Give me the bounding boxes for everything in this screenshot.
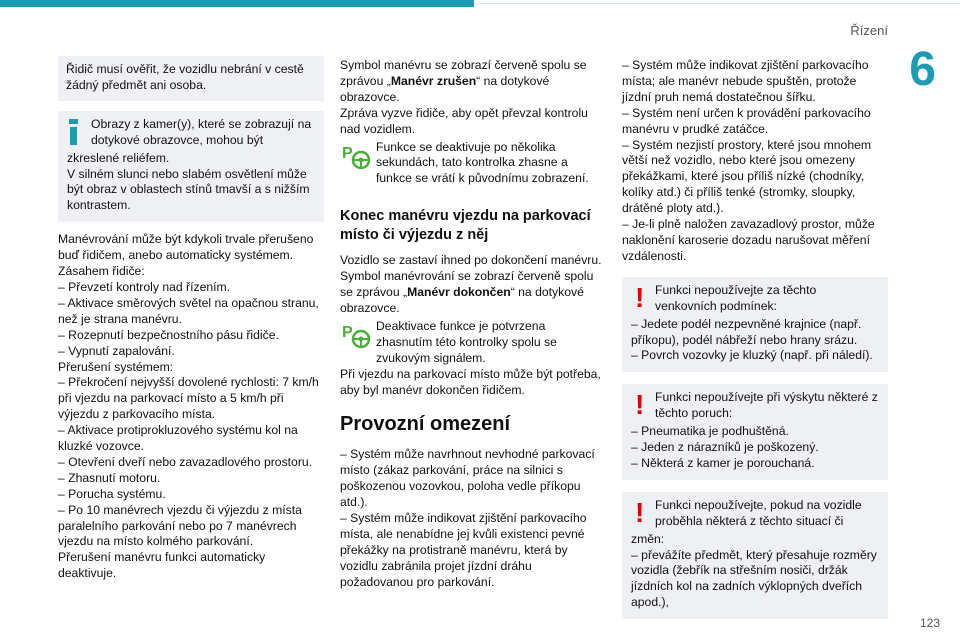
warning-box [622,492,888,619]
list-item: – Překročení nejvyšší dovolené rychlosti: 7 km/h při vjezdu na parkovací místo a 5 km/h při výjezdu z parkovacího místa. [58,375,319,422]
list-item: – Rozepnutí bezpečnostního pásu řidiče. [58,327,279,342]
body-text [58,232,324,582]
info-box-head: Obrazy z kamer(y), které se zobrazují na dotykové obrazovce, mohou být [91,116,312,147]
list-item: – Systém nezjistí prostory, které jsou mnohem větší než vozidlo, nebo které jsou omezeny překážkami, které jsou příliš nízké (chodníky, kolíky atd.) či příliš tenké (stromky, sloupky, drátěné ploty atd.). [622,137,872,216]
list-item: – Systém není určen k provádění parkovacího manévru v prudké zatáčce. [622,105,871,136]
warning-icon: ! [635,389,645,421]
warning-line: – Jeden z nárazníků je poškozený. [631,440,819,455]
paragraph: Při vjezdu na parkovací místo může být potřeba, aby byl manévr dokončen řidičem. [340,366,601,397]
top-rule [474,3,960,4]
paragraph: Symbol manévru se zobrazí červeně spolu se zprávou „Manévr zrušen“ na dotykové obrazovce. [340,58,587,104]
svg-text:P: P [342,144,353,162]
list-item: – Otevření dveří nebo zavazadlového prostoru. [58,454,313,469]
warning-icon: ! [635,281,645,313]
list-item: – Po 10 manévrech vjezdu či výjezdu z místa paralelního parkování nebo po 7 manévrech vjezdu na místo kolmého parkování. [58,502,302,549]
list-item: – Zhasnutí motoru. [58,470,161,485]
warning-line: – Některá z kamer je porouchaná. [631,455,815,470]
warning-line: – Jedete podél nezpevněné krajnice (např. příkopu), podél nábřeží nebo hrany srázu. [631,316,862,347]
list-item: – Systém může navrhnout nevhodné parkovací místo (zákaz parkování, práce na silnici s poškozenou vozovkou, poloha vedle příkopu atd.). [340,447,595,510]
indicator-text: Funkce se deaktivuje po několika sekundách, tato kontrolka zhasne a funkce se vrátí k původnímu zobrazení. [376,139,589,186]
section-heading: Provozní omezení [340,413,511,436]
warning-head: Funkci nepoužívejte při výskytu některé z těchto poruch: [655,390,878,421]
list-item: – Vypnutí zapalování. [58,343,175,358]
info-line: zkreslené reliéfem. [67,150,170,165]
warning-head: Funkci nepoužívejte, pokud na vozidle proběhla některá z těchto situací či [655,497,862,528]
list-item: – Aktivace protiprokluzového systému kol na kluzké vozovce. [58,423,298,454]
list-item: – Převzetí kontroly nad řízením. [58,279,231,294]
page-number: 123 [919,616,940,630]
section-title: Řízení [850,23,888,38]
list-item: – Aktivace směrových světel na opačnou stranu, než je strana manévru. [58,295,319,326]
warning-icon: ! [635,496,645,528]
warning-box [622,277,888,373]
list-item: – Systém může indikovat zjištění parkovacího místa, ale nenabídne jej kvůli existenci pevné překážky na protistraně manévru, která by vozidlu zabránila projet jízdní dráhu požadovanou pro parkování. [340,511,587,589]
park-assist-indicator-icon [340,319,372,351]
svg-text:P: P [342,323,353,341]
info-icon [68,119,78,147]
top-accent-bar [0,0,474,7]
paragraph: Symbol manévrování se zobrazí červeně spolu se zprávou „Manévr dokončen“ na dotykové obrazovce. [340,269,594,315]
note-text: Řidič musí ověřit, že vozidlu nebrání v cestě žádný předmět ani osoba. [66,62,304,92]
indicator-text: Deaktivace funkce je potvrzena zhasnutím této kontrolky spolu se zvukovým signálem. [376,318,557,365]
subheading: Konec manévru vjezdu na parkovací místo či výjezdu z něj [340,208,591,244]
info-line: V silném slunci nebo slabém osvětlení může být obraz v oblastech stínů tmavší a s nižším kontrastem. [67,166,310,213]
column-1 [58,56,324,582]
column-2 [340,58,602,591]
paragraph: Manévrování může být kdykoli trvale přerušeno buď řidičem, anebo automaticky systémem. [58,232,314,263]
paragraph: Zpráva vyzve řidiče, aby opět převzal kontrolu nad vozidlem. [340,105,588,136]
chapter-number: 6 [909,43,936,96]
note-box [58,56,324,101]
park-assist-indicator-icon [340,140,372,172]
warning-line: – Pneumatika je podhuštěná. [631,424,789,439]
paragraph: Vozidlo se zastaví ihned po dokončení manévru. [340,253,602,268]
indicator-note [340,140,602,188]
info-box [58,111,324,222]
list-item: – Porucha systému. [58,486,166,501]
paragraph: Přerušení manévru funkci automaticky deaktivuje. [58,550,266,581]
list-item: – Systém může indikovat zjištění parkovacího místa; ale manévr nebude spuštěn, protože jízdní pruh nemá dostatečnou šířku. [622,58,869,104]
list-item: – Je-li plně naložen zavazadlový prostor, může naklonění karoserie dozadu narušovat měření vzdálenosti. [622,217,875,263]
warning-line: změn: [631,531,665,546]
paragraph: Přerušení systémem: [58,359,174,374]
indicator-note [340,319,602,367]
warning-head: Funkci nepoužívejte za těchto venkovních podmínek: [655,282,817,313]
warning-line: – Povrch vozovky je kluzký (např. při náledí). [631,348,873,363]
warning-box [622,384,888,480]
paragraph: Zásahem řidiče: [58,264,145,279]
warning-line: – převážíte předmět, který přesahuje rozměry vozidla (žebřík na střešním nosiči, držák jízdních kol na zadních výklopných dveřích apod.), [631,547,877,610]
column-3 [622,58,888,629]
